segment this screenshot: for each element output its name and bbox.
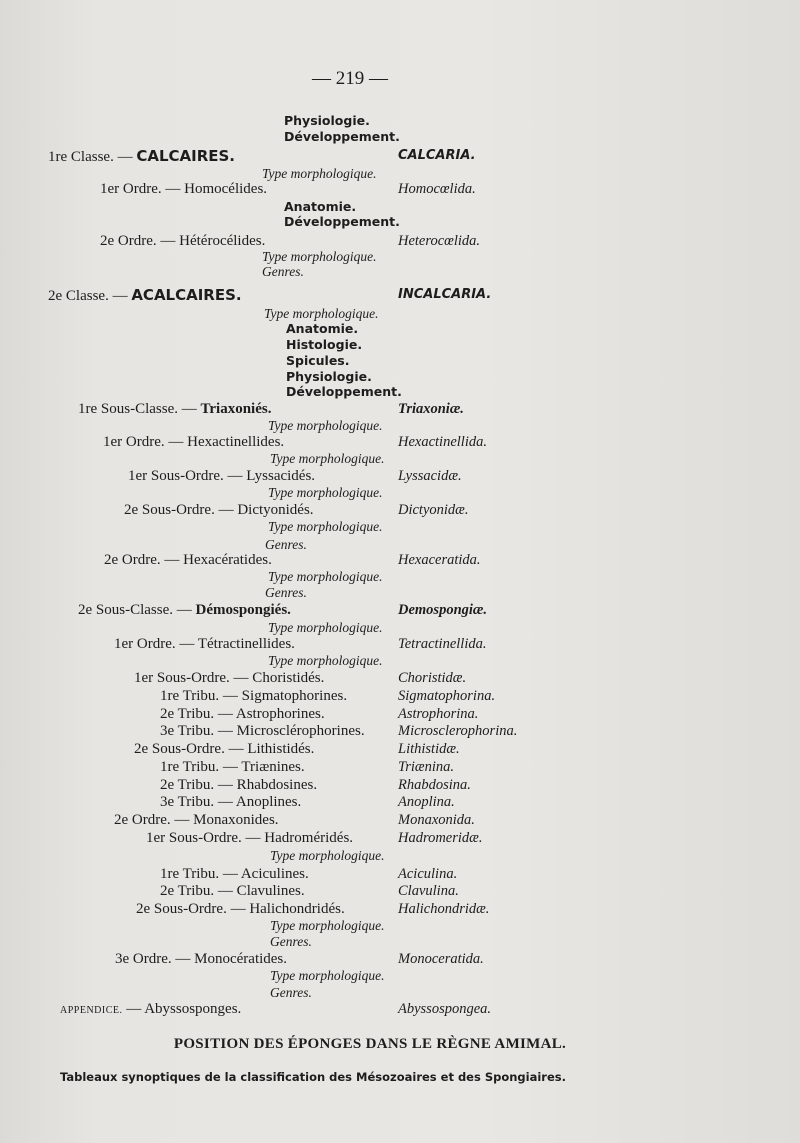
taxon-name: 1re Tribu. — Aciculines. (160, 866, 309, 882)
rank-prefix: 1re Classe. — (48, 149, 137, 165)
taxon-name: Démospongiés. (195, 602, 291, 618)
table-row (284, 128, 400, 146)
latin-name: Monoceratida. (398, 951, 484, 967)
table-row (262, 165, 377, 183)
table-row (160, 722, 365, 740)
table-row (103, 433, 284, 451)
taxon-name: ACALCAIRES. (131, 286, 242, 304)
taxon-name: Type morphologique. (270, 848, 385, 863)
taxon-name: 2e Ordre. — Hexacératides. (104, 552, 272, 568)
table-row (262, 263, 304, 281)
taxon-name: Anatomie. (284, 199, 357, 214)
table-row (115, 950, 287, 968)
appendix-label: APPENDICE. (60, 1005, 123, 1016)
table-row (48, 147, 235, 166)
table-row (160, 882, 305, 900)
table-row (270, 933, 312, 951)
taxon-name: Genres. (265, 585, 307, 600)
taxon-name: 2e Sous-Ordre. — Dictyonidés. (124, 502, 314, 518)
latin-name: Hexaceratida. (398, 552, 481, 568)
latin-name: Clavulina. (398, 883, 459, 899)
taxon-name: Développement. (286, 384, 402, 399)
latin-name: Lithistidæ. (398, 741, 460, 757)
table-row (78, 400, 271, 418)
latin-name: Rhabdosina. (398, 777, 471, 793)
taxon-name: Type morphologique. (268, 620, 383, 635)
taxon-name: Type morphologique. (270, 918, 385, 933)
taxon-name: Histologie. (286, 337, 363, 352)
latin-name: CALCARIA. (398, 148, 476, 163)
table-row (270, 984, 312, 1002)
latin-name: Demospongiæ. (398, 602, 488, 618)
latin-name: Homocœlida. (398, 181, 476, 197)
taxon-name: 1er Sous-Ordre. — Hadroméridés. (146, 830, 354, 846)
section-subtitle: Tableaux synoptiques de la classification des Mésozoaires et des Spongiaires. (60, 1070, 566, 1084)
taxon-name: Type morphologique. (262, 249, 377, 264)
table-row (284, 213, 400, 231)
section-title: POSITION DES ÉPONGES DANS LE RÈGNE AMIMAL. (173, 1036, 567, 1052)
taxon-name: Spicules. (286, 353, 350, 368)
taxon-name: Type morphologique. (264, 306, 379, 321)
latin-name: Hadromeridæ. (398, 830, 483, 846)
table-row (268, 652, 383, 670)
taxon-name: 1er Ordre. — Tétractinellides. (114, 636, 295, 652)
latin-name: Aciculina. (398, 866, 458, 882)
taxon-name: 1er Sous-Ordre. — Choristidés. (134, 670, 325, 686)
taxon-name: 2e Ordre. — Monaxonides. (114, 812, 279, 828)
taxon-name: Type morphologique. (268, 418, 383, 433)
latin-name: Microsclerophorina. (398, 723, 518, 739)
taxon-name: Anatomie. (286, 321, 359, 336)
latin-name: Anoplina. (398, 794, 455, 810)
table-row (78, 601, 291, 619)
table-row (270, 967, 385, 985)
table-row (270, 847, 385, 865)
taxon-name: Type morphologique. (268, 485, 383, 500)
taxon-name: Développement. (284, 214, 400, 229)
table-row (265, 584, 307, 602)
taxon-name: Type morphologique. (268, 569, 383, 584)
table-row (146, 829, 353, 847)
latin-name: Astrophorina. (398, 706, 479, 722)
latin-name: Abyssospongea. (398, 1001, 492, 1017)
rank-prefix: 1re Sous-Classe. — (78, 401, 201, 417)
taxon-name: 2e Ordre. — Hétérocélides. (100, 233, 266, 249)
latin-name: Sigmatophorina. (398, 688, 496, 704)
taxon-name: CALCAIRES. (136, 147, 235, 165)
taxon-name: Genres. (270, 985, 312, 1000)
table-row (100, 232, 265, 250)
latin-name: Dictyonidæ. (398, 502, 469, 518)
taxon-name: Genres. (265, 537, 307, 552)
taxon-name: 2e Tribu. — Astrophorines. (160, 706, 325, 722)
taxon-name: 1er Ordre. — Homocélides. (100, 181, 268, 197)
table-row (134, 740, 314, 758)
taxon-name: Physiologie. (286, 369, 372, 384)
taxon-name: Genres. (262, 264, 304, 279)
latin-name: Lyssacidæ. (398, 468, 462, 484)
table-row (286, 383, 402, 401)
table-row (104, 551, 272, 569)
taxon-name: Type morphologique. (268, 519, 383, 534)
latin-name: Tetractinellida. (398, 636, 487, 652)
taxon-name: Genres. (270, 934, 312, 949)
page-number: — 219 — (312, 68, 388, 89)
table-row (114, 635, 295, 653)
taxon-name: 2e Sous-Ordre. — Halichondridés. (136, 901, 345, 917)
table-row (160, 776, 317, 794)
taxon-name: Type morphologique. (262, 166, 377, 181)
latin-name: Choristidæ. (398, 670, 467, 686)
table-row (48, 286, 242, 305)
taxon-name: 3e Tribu. — Anoplines. (160, 794, 302, 810)
taxon-name: 2e Tribu. — Clavulines. (160, 883, 305, 899)
taxon-name: Triaxoniés. (200, 401, 272, 417)
table-row (268, 484, 383, 502)
taxon-name: Type morphologique. (268, 653, 383, 668)
latin-name: Halichondridæ. (398, 901, 490, 917)
latin-name: Hexactinellida. (398, 434, 487, 450)
taxon-name: 1er Sous-Ordre. — Lyssacidés. (128, 468, 316, 484)
table-row (128, 467, 315, 485)
latin-name: Triænina. (398, 759, 455, 775)
table-row (124, 501, 314, 519)
table-row (134, 669, 324, 687)
taxon-name: 1er Ordre. — Hexactinellides. (103, 434, 285, 450)
taxon-name: 1re Tribu. — Sigmatophorines. (160, 688, 348, 704)
table-row (114, 811, 279, 829)
taxon-name: 2e Sous-Ordre. — Lithistidés. (134, 741, 315, 757)
latin-name: Monaxonida. (398, 812, 475, 828)
table-row (100, 180, 267, 198)
taxon-name: Type morphologique. (270, 968, 385, 983)
taxon-name: — Abyssosponges. (122, 1001, 242, 1017)
table-row (160, 793, 301, 811)
table-row (60, 1000, 241, 1020)
table-row (160, 758, 305, 776)
latin-name: Triaxoniæ. (398, 401, 464, 417)
table-row (160, 865, 309, 883)
table-row (268, 518, 383, 536)
rank-prefix: 2e Classe. — (48, 288, 132, 304)
table-row (160, 687, 347, 705)
table-row (270, 450, 385, 468)
taxon-name: Type morphologique. (270, 451, 385, 466)
table-row (136, 900, 345, 918)
table-row (160, 705, 325, 723)
rank-prefix: 2e Sous-Classe. — (78, 602, 196, 618)
taxon-name: Physiologie. (284, 113, 370, 128)
table-row (268, 417, 383, 435)
latin-name: INCALCARIA. (398, 287, 492, 302)
taxon-name: 1re Tribu. — Triænines. (160, 759, 305, 775)
taxon-name: 3e Ordre. — Monocératides. (115, 951, 288, 967)
taxon-name: 2e Tribu. — Rhabdosines. (160, 777, 318, 793)
taxon-name: 3e Tribu. — Microsclérophorines. (160, 723, 365, 739)
taxon-name: Développement. (284, 129, 400, 144)
latin-name: Heterocœlida. (398, 233, 481, 249)
